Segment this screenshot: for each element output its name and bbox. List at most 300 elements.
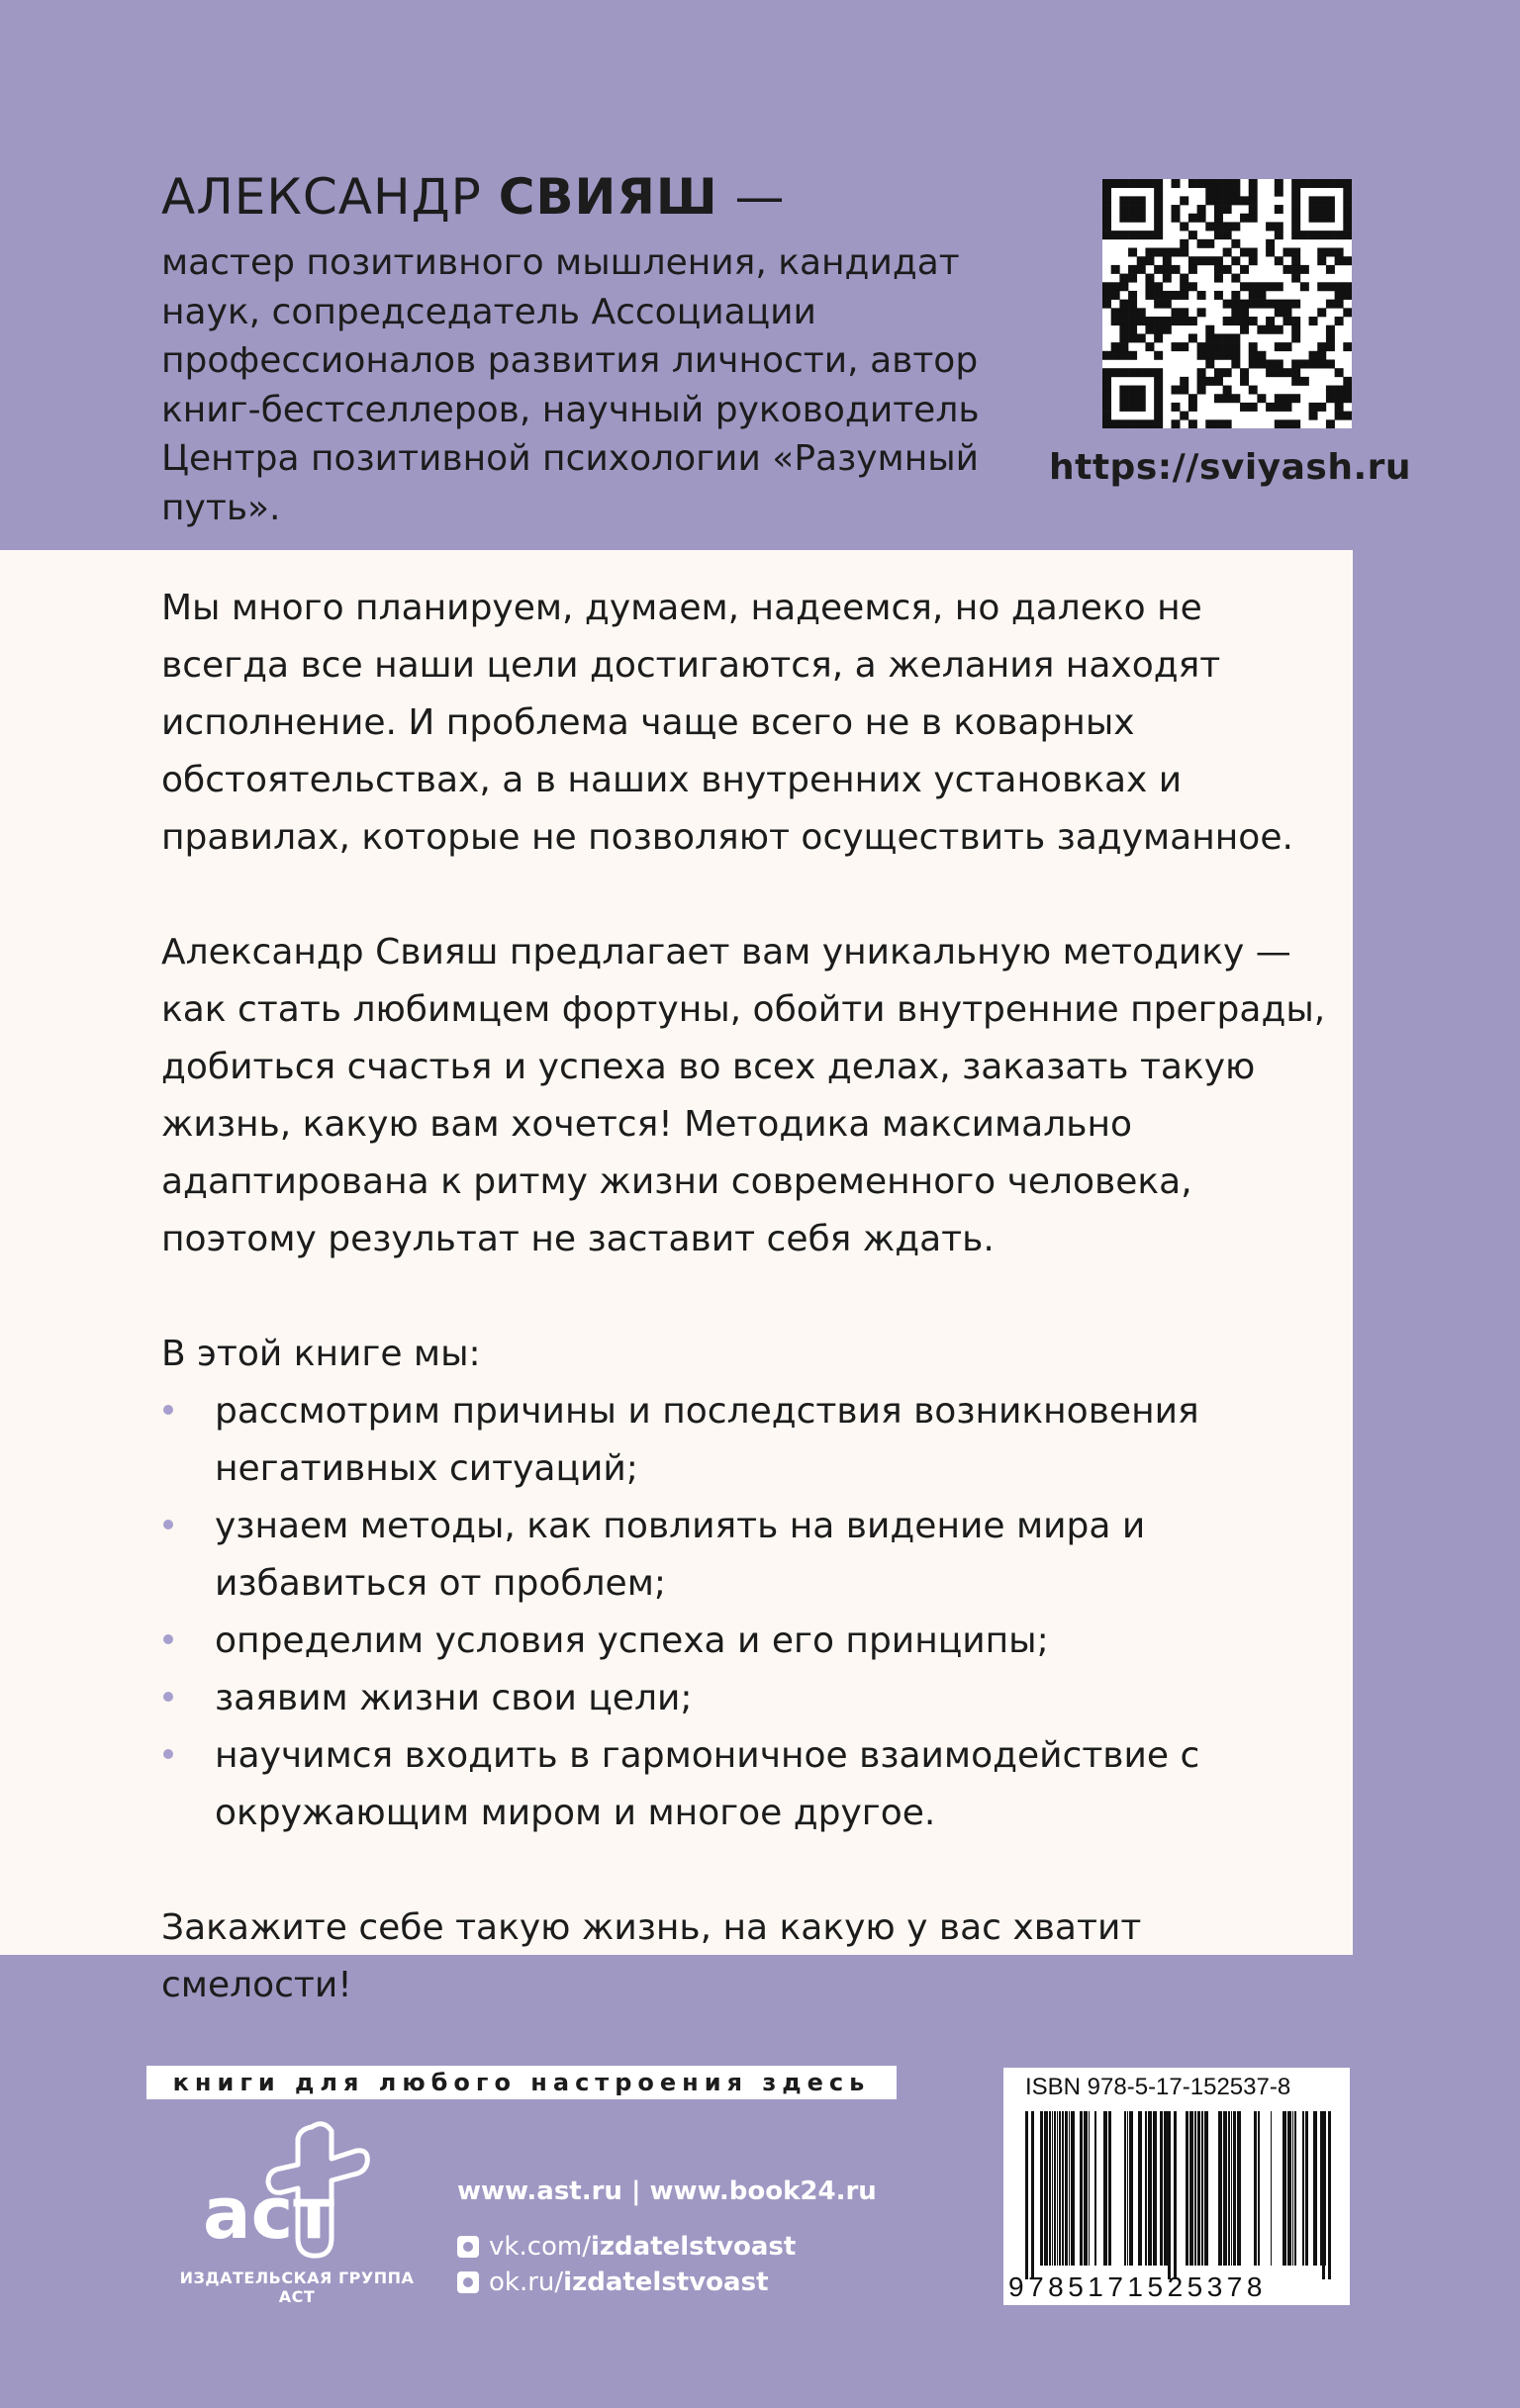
qr-module	[1266, 368, 1275, 377]
qr-module	[1205, 351, 1214, 360]
qr-module	[1180, 248, 1188, 257]
qr-module	[1231, 394, 1240, 403]
qr-code[interactable]	[1102, 179, 1352, 428]
qr-module	[1266, 317, 1275, 325]
qr-module	[1111, 368, 1120, 377]
qr-module	[1205, 342, 1214, 351]
qr-module	[1188, 317, 1197, 325]
qr-module	[1119, 386, 1128, 395]
qr-module	[1214, 265, 1223, 274]
qr-module	[1300, 179, 1309, 188]
qr-module	[1326, 179, 1335, 188]
qr-module	[1214, 222, 1223, 231]
barcode-bar	[1294, 2111, 1296, 2266]
qr-module	[1343, 222, 1352, 231]
qr-module	[1231, 188, 1240, 197]
qr-module	[1137, 196, 1146, 205]
qr-module	[1231, 359, 1240, 368]
qr-module	[1111, 179, 1120, 188]
qr-module	[1128, 300, 1137, 309]
qr-module	[1266, 282, 1275, 291]
qr-module	[1137, 179, 1146, 188]
qr-module	[1309, 214, 1318, 223]
qr-module	[1154, 222, 1163, 231]
qr-module	[1282, 317, 1291, 325]
qr-module	[1223, 317, 1232, 325]
barcode-bar	[1054, 2111, 1056, 2266]
qr-module	[1291, 368, 1300, 377]
qr-module	[1335, 403, 1344, 412]
qr-module	[1257, 359, 1266, 368]
qr-module	[1275, 359, 1283, 368]
qr-module	[1223, 231, 1232, 239]
qr-module	[1102, 351, 1111, 360]
qr-module	[1128, 214, 1137, 223]
qr-module	[1102, 412, 1111, 420]
qr-module	[1282, 248, 1291, 257]
qr-module	[1128, 419, 1137, 428]
qr-module	[1154, 403, 1163, 412]
qr-module	[1317, 342, 1326, 351]
qr-module	[1119, 205, 1128, 214]
qr-module	[1240, 300, 1249, 309]
qr-module	[1309, 196, 1318, 205]
bullet-icon	[163, 1405, 173, 1415]
barcode-bar	[1089, 2111, 1090, 2266]
qr-module	[1180, 222, 1188, 231]
qr-module	[1249, 256, 1258, 265]
qr-module	[1102, 377, 1111, 386]
list-item: рассмотрим причины и последствия возникновения негативных ситуаций;	[161, 1383, 1329, 1498]
qr-module	[1137, 308, 1146, 317]
qr-module	[1154, 386, 1163, 395]
qr-module	[1180, 386, 1188, 395]
qr-module	[1145, 291, 1154, 300]
qr-module	[1137, 403, 1146, 412]
qr-module	[1154, 412, 1163, 420]
qr-module	[1275, 325, 1283, 334]
qr-module	[1275, 205, 1283, 214]
qr-module	[1326, 248, 1335, 257]
qr-module	[1266, 300, 1275, 309]
qr-module	[1326, 196, 1335, 205]
barcode-bar	[1186, 2111, 1188, 2266]
qr-module	[1343, 386, 1352, 395]
qr-module	[1102, 196, 1111, 205]
qr-module	[1317, 205, 1326, 214]
ok-link[interactable]: ok.ru/ izdatelstvoast	[457, 2265, 877, 2300]
qr-module	[1154, 282, 1163, 291]
bullet-icon	[163, 1749, 173, 1759]
list-item: научимся входить в гармоничное взаимодействие с окружающим миром и многое другое.	[161, 1727, 1329, 1842]
qr-module	[1188, 231, 1197, 239]
qr-module	[1214, 333, 1223, 342]
qr-module	[1240, 308, 1249, 317]
qr-module	[1291, 419, 1300, 428]
qr-module	[1326, 231, 1335, 239]
barcode-bar	[1145, 2111, 1147, 2266]
qr-module	[1343, 394, 1352, 403]
qr-module	[1154, 205, 1163, 214]
qr-module	[1119, 351, 1128, 360]
qr-module	[1197, 351, 1206, 360]
barcode-guard	[1025, 2111, 1028, 2279]
qr-module	[1291, 265, 1300, 274]
qr-module	[1197, 214, 1206, 223]
qr-module	[1197, 205, 1206, 214]
qr-module	[1154, 317, 1163, 325]
vk-link[interactable]: vk.com/ izdatelstvoast	[457, 2229, 877, 2265]
qr-module	[1343, 256, 1352, 265]
author-block	[161, 170, 1052, 532]
qr-module	[1275, 282, 1283, 291]
qr-module	[1154, 248, 1163, 257]
qr-module	[1145, 419, 1154, 428]
qr-module	[1231, 222, 1240, 231]
isbn-label: ISBN 978-5-17-152537-8	[1025, 2074, 1291, 2100]
qr-module	[1111, 291, 1120, 300]
qr-module	[1231, 239, 1240, 248]
qr-module	[1128, 291, 1137, 300]
bullet-icon	[163, 1634, 173, 1644]
qr-module	[1163, 325, 1172, 334]
qr-module	[1223, 205, 1232, 214]
qr-module	[1172, 308, 1181, 317]
qr-module	[1119, 333, 1128, 342]
qr-module	[1231, 333, 1240, 342]
qr-module	[1102, 231, 1111, 239]
qr-module	[1180, 282, 1188, 291]
author-bio: мастер позитивного мышления, кандидат наук, сопредседатель Ассоциации профессионалов развития личности, автор книг-бестселлеров, научный руководитель Центра позитивной психологии «Разумный путь».	[161, 242, 980, 528]
qr-module	[1180, 239, 1188, 248]
qr-module	[1291, 179, 1300, 188]
qr-module	[1137, 205, 1146, 214]
qr-module	[1326, 359, 1335, 368]
benefits-list	[161, 1383, 1329, 1842]
qr-module	[1172, 386, 1181, 395]
qr-module	[1137, 368, 1146, 377]
qr-module	[1231, 256, 1240, 265]
qr-module	[1257, 351, 1266, 360]
qr-module	[1128, 386, 1137, 395]
qr-module	[1291, 274, 1300, 283]
author-name: АЛЕКСАНДР СВИЯШ —	[161, 168, 786, 226]
qr-module	[1309, 231, 1318, 239]
qr-module	[1275, 342, 1283, 351]
qr-module	[1119, 394, 1128, 403]
qr-module	[1137, 333, 1146, 342]
barcode-bar	[1153, 2111, 1157, 2266]
qr-module	[1249, 188, 1258, 197]
qr-module	[1291, 333, 1300, 342]
qr-module	[1335, 394, 1344, 403]
qr-module	[1205, 333, 1214, 342]
qr-module	[1249, 386, 1258, 395]
qr-module	[1300, 282, 1309, 291]
qr-module	[1326, 394, 1335, 403]
barcode-bar	[1049, 2111, 1051, 2266]
barcode-bar	[1127, 2111, 1128, 2266]
qr-module	[1249, 291, 1258, 300]
qr-module	[1326, 205, 1335, 214]
list-item: узнаем методы, как повлиять на видение мира и избавиться от проблем;	[161, 1498, 1329, 1613]
qr-module	[1257, 282, 1266, 291]
qr-module	[1128, 333, 1137, 342]
qr-module	[1119, 403, 1128, 412]
qr-module	[1214, 188, 1223, 197]
qr-module	[1291, 317, 1300, 325]
barcode-bar	[1271, 2111, 1272, 2266]
qr-module	[1172, 248, 1181, 257]
barcode-bar	[1254, 2111, 1257, 2266]
qr-module	[1300, 231, 1309, 239]
qr-module	[1154, 394, 1163, 403]
qr-module	[1275, 308, 1283, 317]
barcode-bar	[1201, 2111, 1203, 2266]
barcode-bar	[1194, 2111, 1196, 2266]
qr-module	[1128, 368, 1137, 377]
qr-module	[1275, 188, 1283, 197]
qr-module	[1282, 403, 1291, 412]
qr-module	[1145, 282, 1154, 291]
barcode-bar	[1223, 2111, 1227, 2266]
barcode-bar	[1084, 2111, 1088, 2266]
description-paragraph-1: Мы много планируем, думаем, надеемся, но далеко не всегда все наши цели достигаются, а желания находят исполнение. И проблема чаще всего не в коварных обстоятельствах, а в наших внутренних установках и правилах, которые не позволяют осуществить задуманное.	[161, 588, 1293, 858]
qr-module	[1172, 419, 1181, 428]
isbn-barcode	[1003, 2068, 1350, 2305]
qr-module	[1275, 419, 1283, 428]
qr-module	[1249, 342, 1258, 351]
qr-module	[1249, 317, 1258, 325]
qr-module	[1102, 205, 1111, 214]
qr-module	[1291, 248, 1300, 257]
qr-module	[1249, 179, 1258, 188]
qr-module	[1154, 214, 1163, 223]
qr-module	[1343, 214, 1352, 223]
qr-module	[1326, 342, 1335, 351]
site-url[interactable]: https://sviyash.ru	[1049, 447, 1412, 488]
qr-module	[1145, 248, 1154, 257]
qr-module	[1275, 179, 1283, 188]
qr-module	[1223, 394, 1232, 403]
qr-module	[1128, 351, 1137, 360]
qr-module	[1205, 377, 1214, 386]
qr-module	[1145, 317, 1154, 325]
qr-module	[1282, 308, 1291, 317]
barcode-guard	[1168, 2111, 1171, 2279]
qr-module	[1197, 239, 1206, 248]
qr-module	[1163, 291, 1172, 300]
qr-module	[1102, 394, 1111, 403]
barcode-bar	[1305, 2111, 1308, 2266]
qr-module	[1205, 256, 1214, 265]
qr-module	[1231, 308, 1240, 317]
qr-module	[1197, 179, 1206, 188]
qr-module	[1180, 291, 1188, 300]
qr-module	[1205, 359, 1214, 368]
qr-module	[1172, 317, 1181, 325]
qr-module	[1317, 403, 1326, 412]
qr-module	[1205, 196, 1214, 205]
list-intro: В этой книге мы:	[161, 1334, 481, 1374]
qr-module	[1326, 214, 1335, 223]
qr-module	[1163, 300, 1172, 309]
qr-module	[1128, 394, 1137, 403]
barcode-bar	[1302, 2111, 1304, 2266]
qr-module	[1205, 239, 1214, 248]
qr-module	[1335, 412, 1344, 420]
qr-module	[1128, 325, 1137, 334]
barcode-bar	[1071, 2111, 1075, 2266]
qr-module	[1343, 205, 1352, 214]
qr-module	[1172, 214, 1181, 223]
qr-module	[1214, 291, 1223, 300]
qr-module	[1128, 265, 1137, 274]
qr-module	[1223, 386, 1232, 395]
qr-module	[1275, 300, 1283, 309]
barcode-bar	[1138, 2111, 1142, 2266]
qr-module	[1172, 265, 1181, 274]
barcode-bar	[1228, 2111, 1230, 2266]
qr-module	[1128, 196, 1137, 205]
qr-module	[1223, 333, 1232, 342]
qr-module	[1266, 222, 1275, 231]
qr-module	[1249, 300, 1258, 309]
qr-module	[1119, 342, 1128, 351]
qr-module	[1231, 179, 1240, 188]
qr-module	[1282, 265, 1291, 274]
description-paragraph-2: Александр Свияш предлагает вам уникальную методику — как стать любимцем фортуны, обойти внутренние преграды, добиться счастья и успеха во всех делах, заказать такую жизнь, какую вам хочется! Методика максимально адаптирована к ритму жизни современного человека, поэтому результат не заставит себя ждать.	[161, 932, 1326, 1259]
qr-module	[1240, 377, 1249, 386]
qr-module	[1291, 300, 1300, 309]
list-item: заявим жизни свои цели;	[161, 1670, 1329, 1727]
barcode-bar	[1044, 2111, 1048, 2266]
qr-module	[1257, 300, 1266, 309]
list-item: определим условия успеха и его принципы;	[161, 1613, 1329, 1670]
qr-module	[1180, 308, 1188, 317]
qr-module	[1257, 394, 1266, 403]
qr-module	[1119, 300, 1128, 309]
qr-module	[1111, 282, 1120, 291]
barcode-bar	[1258, 2111, 1260, 2266]
qr-module	[1326, 386, 1335, 395]
qr-module	[1266, 359, 1275, 368]
qr-module	[1119, 179, 1128, 188]
qr-module	[1163, 274, 1172, 283]
qr-module	[1145, 256, 1154, 265]
qr-module	[1197, 377, 1206, 386]
barcode-bar	[1320, 2111, 1322, 2266]
barcode-bar	[1059, 2111, 1061, 2266]
qr-module	[1214, 196, 1223, 205]
qr-module	[1188, 179, 1197, 188]
qr-module	[1240, 214, 1249, 223]
qr-module	[1231, 351, 1240, 360]
qr-module	[1249, 205, 1258, 214]
barcode-bar	[1052, 2111, 1053, 2266]
qr-module	[1231, 274, 1240, 283]
qr-module	[1145, 179, 1154, 188]
qr-module	[1291, 188, 1300, 197]
qr-module	[1102, 222, 1111, 231]
qr-module	[1223, 419, 1232, 428]
qr-module	[1102, 300, 1111, 309]
qr-module	[1145, 231, 1154, 239]
qr-module	[1119, 282, 1128, 291]
qr-module	[1300, 377, 1309, 386]
qr-module	[1188, 403, 1197, 412]
qr-module	[1172, 291, 1181, 300]
qr-module	[1317, 359, 1326, 368]
qr-module	[1326, 419, 1335, 428]
qr-module	[1119, 196, 1128, 205]
qr-module	[1223, 179, 1232, 188]
qr-module	[1102, 291, 1111, 300]
qr-module	[1317, 248, 1326, 257]
qr-module	[1128, 248, 1137, 257]
barcode-bar	[1233, 2111, 1236, 2266]
qr-module	[1282, 368, 1291, 377]
qr-module	[1317, 214, 1326, 223]
qr-module	[1163, 248, 1172, 257]
qr-module	[1257, 325, 1266, 334]
qr-module	[1343, 231, 1352, 239]
qr-module	[1223, 196, 1232, 205]
qr-module	[1111, 231, 1120, 239]
qr-module	[1335, 317, 1344, 325]
publisher-websites[interactable]: www.ast.ru | www.book24.ru	[457, 2176, 877, 2206]
qr-module	[1128, 274, 1137, 283]
qr-module	[1214, 342, 1223, 351]
qr-module	[1282, 300, 1291, 309]
qr-module	[1119, 419, 1128, 428]
qr-module	[1163, 317, 1172, 325]
barcode-bar	[1124, 2111, 1126, 2266]
qr-module	[1282, 342, 1291, 351]
qr-module	[1128, 317, 1137, 325]
qr-module	[1119, 325, 1128, 334]
qr-module	[1180, 274, 1188, 283]
qr-module	[1275, 222, 1283, 231]
qr-module	[1326, 300, 1335, 309]
qr-module	[1214, 368, 1223, 377]
qr-module	[1240, 325, 1249, 334]
qr-module	[1309, 351, 1318, 360]
qr-module	[1335, 256, 1344, 265]
qr-module	[1214, 351, 1223, 360]
qr-module	[1223, 300, 1232, 309]
qr-module	[1282, 419, 1291, 428]
qr-module	[1205, 222, 1214, 231]
barcode-bar	[1231, 2111, 1232, 2266]
qr-module	[1188, 394, 1197, 403]
qr-module	[1163, 256, 1172, 265]
qr-module	[1154, 231, 1163, 239]
qr-module	[1119, 214, 1128, 223]
qr-module	[1172, 403, 1181, 412]
qr-module	[1335, 231, 1344, 239]
qr-module	[1240, 282, 1249, 291]
qr-module	[1249, 403, 1258, 412]
barcode-bar	[1189, 2111, 1193, 2266]
qr-module	[1326, 282, 1335, 291]
qr-module	[1137, 386, 1146, 395]
publisher-links	[457, 2176, 877, 2300]
qr-module	[1102, 368, 1111, 377]
barcode-bar	[1065, 2111, 1068, 2266]
qr-module	[1145, 325, 1154, 334]
qr-module	[1188, 265, 1197, 274]
